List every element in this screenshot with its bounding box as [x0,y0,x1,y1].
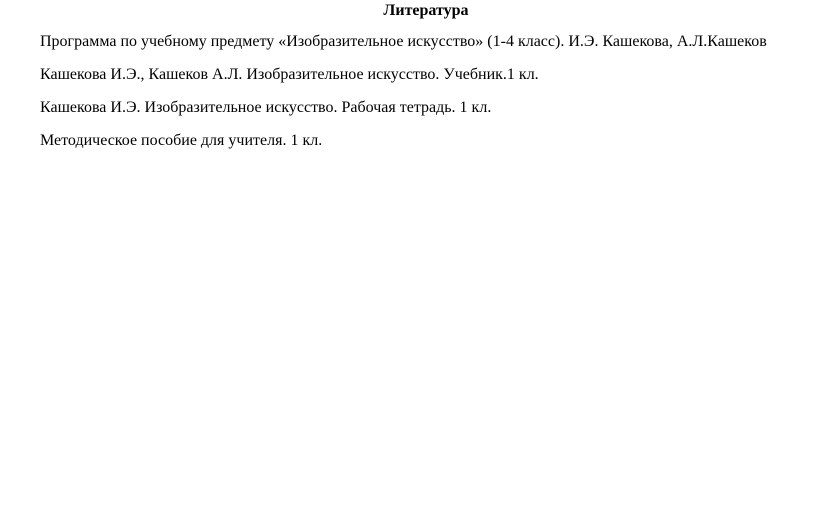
reference-item-workbook: Кашекова И.Э. Изобразительное искусство. Рабочая тетрадь. 1 кл. [40,99,492,116]
document-title: Литература [383,2,469,19]
reference-item-teacher-guide: Методическое пособие для учителя. 1 кл. [40,132,323,149]
reference-item-textbook: Кашекова И.Э., Кашеков А.Л. Изобразительное искусство. Учебник.1 кл. [40,66,539,83]
reference-item-program: Программа по учебному предмету «Изобразительное искусство» (1-4 класс). И.Э. Кашекова, А.Л.Кашеков [40,33,767,50]
reference-list [40,32,767,164]
